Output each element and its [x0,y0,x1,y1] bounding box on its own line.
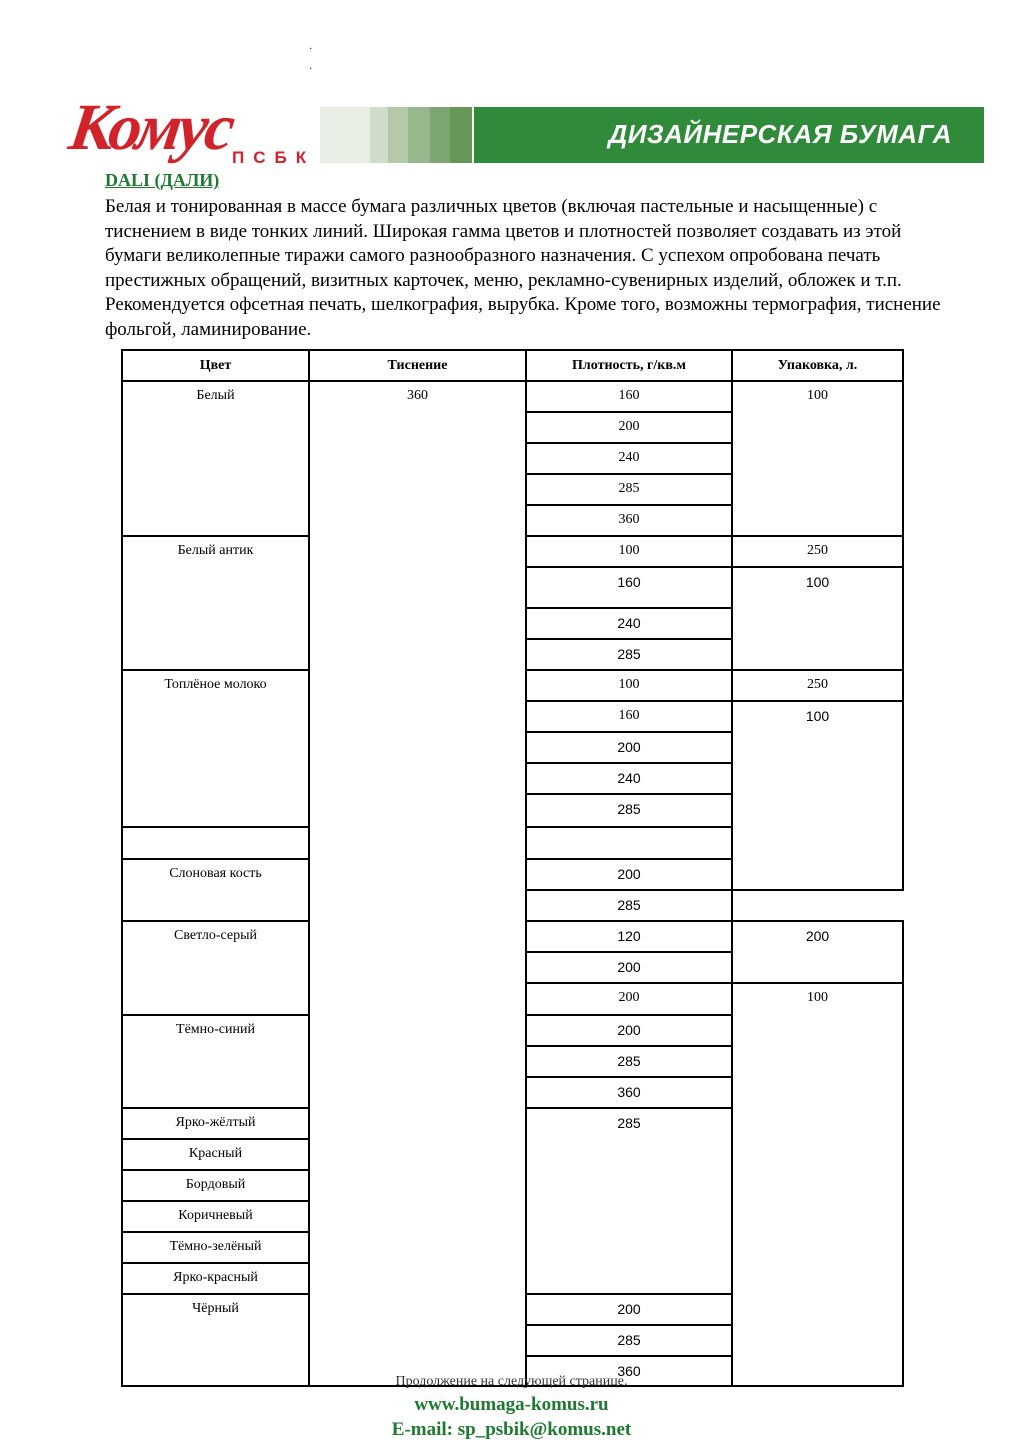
pack-cell: 100 [732,381,903,536]
logo-subtitle: ПСБК [232,148,316,167]
density-cell: 200 [526,1015,732,1046]
header-pack: Упаковка, л. [732,350,903,381]
pack-cell: 200 [732,921,903,983]
banner-title: ДИЗАЙНЕРСКАЯ БУМАГА [608,119,952,149]
color-cell: Коричневый [122,1201,309,1232]
color-cell: Слоновая кость [122,859,309,921]
color-cell: Бордовый [122,1170,309,1201]
decorative-dots: · · [309,44,313,75]
density-cell: 100 [526,670,732,701]
website-link[interactable]: www.bumaga-komus.ru [414,1394,609,1415]
pack-cell: 250 [732,670,903,701]
density-cell: 160 [526,701,732,732]
color-cell: Белый [122,381,309,536]
density-cell: 285 [526,639,732,670]
pack-cell: 100 [732,567,903,670]
empty-cell [122,827,309,859]
color-cell: Тёмно-зелёный [122,1232,309,1263]
density-cell: 120 [526,921,732,952]
density-cell: 285 [526,1046,732,1077]
logo-text: Комус [64,91,237,164]
density-cell: 285 [526,1325,732,1356]
density-cell: 200 [526,952,732,983]
density-cell: 360 [526,1077,732,1108]
color-cell: Красный [122,1139,309,1170]
density-cell: 285 [526,474,732,505]
color-cell: Чёрный [122,1294,309,1386]
table-header-row [122,350,903,381]
color-cell: Ярко-красный [122,1263,309,1294]
density-cell: 285 [526,1108,732,1294]
density-cell: 360 [526,1356,732,1386]
density-cell: 200 [526,983,732,1015]
spec-table [121,349,904,1387]
email-link[interactable]: E-mail: sp_psbik@komus.net [391,1419,632,1440]
density-cell: 285 [526,794,732,827]
product-description: Белая и тонированная в массе бумага различных цветов (включая пастельные и насыщенные) с тиснением в виде тонких линий. Широкая гамма цветов и плотностей позволяет создавать из этой бумаги великолепные тиражи самого разнообразного назначения. С успехом опробована печать престижных обращений, визитных карточек, меню, рекламно-сувенирных изделий, обложек и т.п. Рекомендуется офсетная печать, шелкография, вырубка. Кроме того, возможны термография, тиснение фольгой, ламинирование. [105,196,941,340]
pack-cell: 100 [732,701,903,890]
density-cell: 200 [526,1294,732,1325]
pack-cell: 100 [732,983,903,1386]
color-cell: Белый антик [122,536,309,670]
color-cell: Ярко-жёлтый [122,1108,309,1139]
density-cell: 100 [526,536,732,567]
color-cell: Топлёное молоко [122,670,309,827]
density-cell: 360 [526,505,732,536]
header-color: Цвет [122,350,309,381]
product-title: DALI (ДАЛИ) [105,170,220,190]
continued-note: Продолжение на следующей странице. [395,1374,628,1389]
header-embossing: Тиснение [309,350,526,381]
density-cell: 200 [526,412,732,443]
density-cell: 240 [526,763,732,794]
density-cell: 200 [526,732,732,763]
color-cell: Светло-серый [122,921,309,1015]
density-cell: 160 [526,381,732,412]
table-row [122,381,903,412]
density-cell: 160 [526,567,732,608]
header-density: Плотность, г/кв.м [526,350,732,381]
pack-cell: 250 [732,536,903,567]
density-cell: 240 [526,608,732,639]
density-cell: 240 [526,443,732,474]
komus-logo [64,91,322,174]
density-cell: 200 [526,859,732,890]
embossing-cell: 360 [309,381,526,1386]
header-banner [320,107,984,163]
density-cell: 285 [526,890,732,921]
color-cell: Тёмно-синий [122,1015,309,1108]
